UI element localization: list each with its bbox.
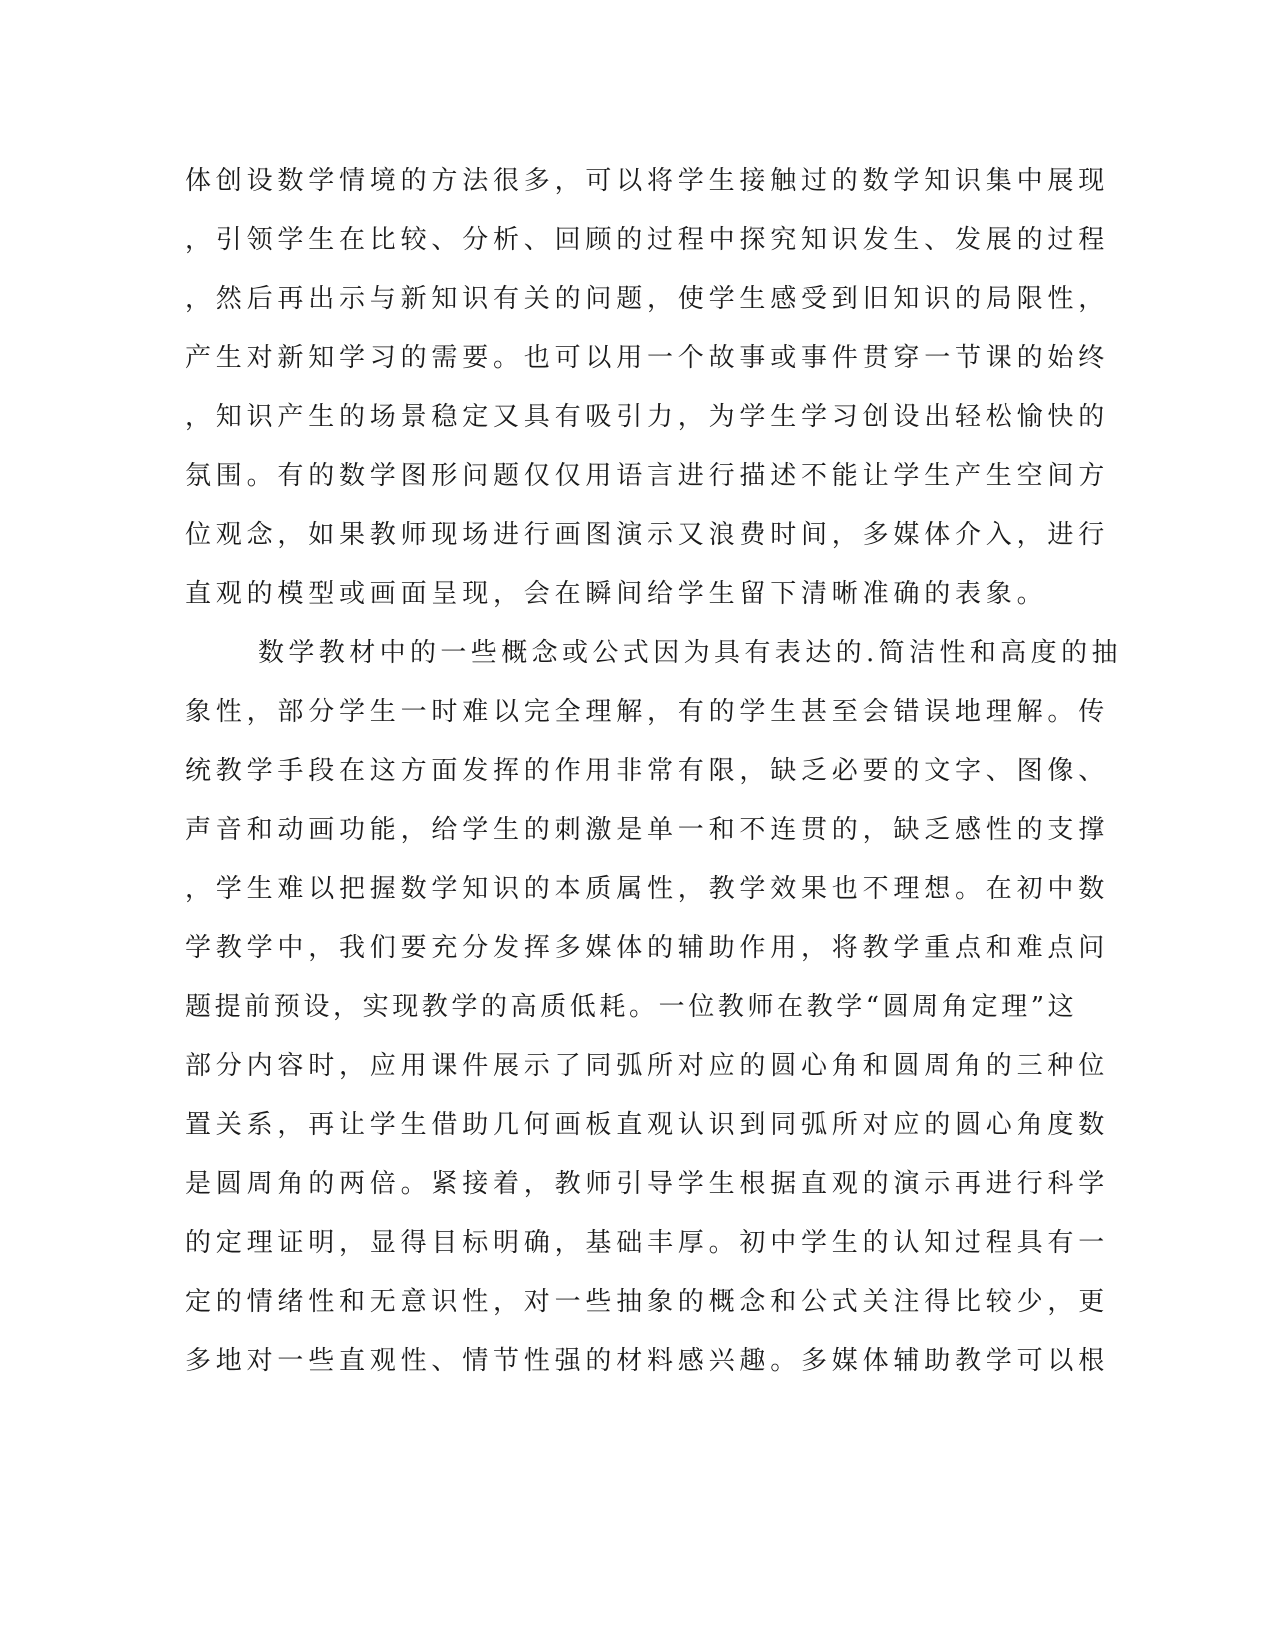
text-line: 产生对新知学习的需要。也可以用一个故事或事件贯穿一节课的始终 [185,343,1110,373]
text-line: 的定理证明，显得目标明确，基础丰厚。初中学生的认知过程具有一 [185,1228,1110,1258]
text-line: 象性，部分学生一时难以完全理解，有的学生甚至会错误地理解。传 [185,697,1110,727]
text-line: 定的情绪性和无意识性，对一些抽象的概念和公式关注得比较少，更 [185,1287,1110,1317]
text-line: 直观的模型或画面呈现，会在瞬间给学生留下清晰准确的表象。 [185,579,1048,609]
text-line: 部分内容时，应用课件展示了同弧所对应的圆心角和圆周角的三种位 [185,1051,1110,1081]
text-line: 是圆周角的两倍。紧接着，教师引导学生根据直观的演示再进行科学 [185,1169,1110,1199]
text-line: ，然后再出示与新知识有关的问题，使学生感受到旧知识的局限性， [185,284,1110,314]
text-line: 体创设数学情境的方法很多，可以将学生接触过的数学知识集中展现 [185,166,1110,196]
text-line: ，学生难以把握数学知识的本质属性，教学效果也不理想。在初中数 [185,874,1110,904]
text-line: 统教学手段在这方面发挥的作用非常有限，缺乏必要的文字、图像、 [185,756,1110,786]
text-line: 声音和动画功能，给学生的刺激是单一和不连贯的，缺乏感性的支撑 [185,815,1110,845]
paragraph-start-line: 数学教材中的一些概念或公式因为具有表达的.简洁性和高度的抽 [258,638,1122,668]
text-line: ，知识产生的场景稳定又具有吸引力，为学生学习创设出轻松愉快的 [185,402,1110,432]
text-line: 题提前预设，实现教学的高质低耗。一位教师在教学“圆周角定理”这 [185,992,1078,1022]
text-line: 学教学中，我们要充分发挥多媒体的辅助作用，将教学重点和难点问 [185,933,1110,963]
text-line: 位观念，如果教师现场进行画图演示又浪费时间，多媒体介入，进行 [185,520,1110,550]
text-line: ，引领学生在比较、分析、回顾的过程中探究知识发生、发展的过程 [185,225,1110,255]
text-line: 氛围。有的数学图形问题仅仅用语言进行描述不能让学生产生空间方 [185,461,1110,491]
text-line: 多地对一些直观性、情节性强的材料感兴趣。多媒体辅助教学可以根 [185,1346,1110,1376]
text-line: 置关系，再让学生借助几何画板直观认识到同弧所对应的圆心角度数 [185,1110,1110,1140]
